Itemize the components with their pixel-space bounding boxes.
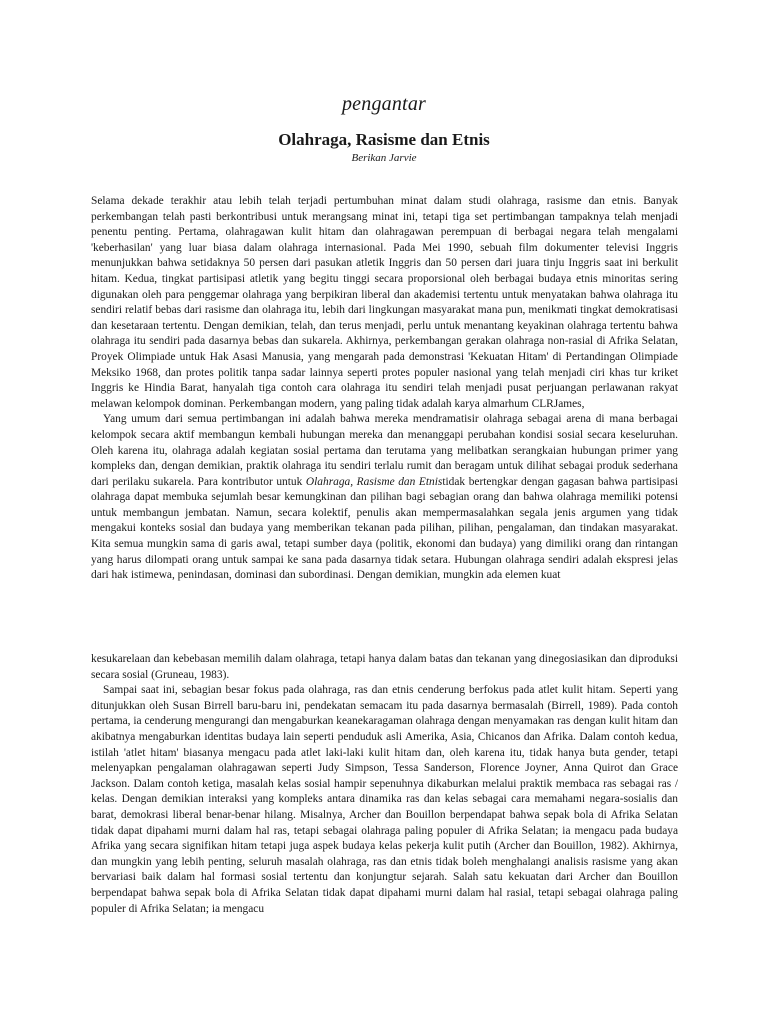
paragraph: kesukarelaan dan kebebasan memilih dalam olahraga, tetapi hanya dalam batas dan tekanan yang dinegosiasikan dan diproduksi secara sosial (Gruneau, 1983).: [91, 653, 678, 681]
paragraph: Selama dekade terakhir atau lebih telah terjadi pertumbuhan minat dalam studi olahraga, rasisme dan etnis. Banyak perkembangan telah pasti berkontribusi untuk merangsang minat ini, tetapi tiga set pertimbangan tampaknya telah menjadi penentu penting. Pertama, olahragawan kulit hitam dan olahragawan perempuan di berbagai negara telah mengalami 'keberhasilan' yang luar biasa dalam olahraga internasional. Pada Mei 1990, sebuah film dokumenter televisi Inggris menunjukkan bahwa setidaknya 50 persen dari pasukan atletik Inggris dan 50 persen dari juara tinju Inggris saat ini berkulit hitam. Kedua, tingkat partisipasi atletik yang begitu tinggi secara proporsional oleh berbagai budaya etnis minoritas sering digunakan oleh para penggemar olahraga yang berpikiran liberal dan akademisi tertentu untuk menyatakan bahwa olahraga itu sendiri relatif bebas dari rasisme dan olahraga itu, lebih dari lingkungan masyarakat mana pun, menikmati tingkat demokratisasi dan kesetaraan tertentu. Dengan demikian, telah, dan terus menjadi, perlu untuk menantang keyakinan olahraga tertentu bahwa olahraga itu sendiri pada dasarnya bebas dan sukarela. Akhirnya, perkembangan gerakan olahraga non-rasial di Afrika Selatan, Proyek Olimpiade untuk Hak Asasi Manusia, yang mengarah pada demonstrasi 'Kekuatan Hitam' di Pertandingan Olimpiade Meksiko 1968, dan protes politik tanpa sadar lainnya seperti protes populer nasional yang telah menjadi ciri khas tur kriket Inggris ke Hindia Barat, hanyalah tiga contoh cara olahraga itu sendiri telah menjadi pusat perjuangan perlawanan rakyat melawan kelompok dominan. Perkembangan modern, yang paling tidak adalah karya almarhum CLRJames,: [91, 195, 678, 410]
paragraph: [91, 412, 678, 584]
body-block-lower: [91, 652, 678, 917]
paragraph-text: Yang umum dari semua pertimbangan ini adalah bahwa mereka mendramatisir olahraga sebagai arena di mana berbagai kelompok secara aktif membangun kembali hubungan mereka dan menanggapi perubahan kondisi sosial secara keseluruhan. Oleh karena itu, olahraga adalah kegiatan sosial pertama dan terutama yang melibatkan serangkaian hubungan primer yang kompleks dan, dengan demikian, praktik olahraga itu sendiri terlalu rumit dan beragam untuk dilihat sebagai produk sederhana dari perilaku sukarela. Para kontributor untuk: [91, 413, 678, 488]
author-line: Berikan Jarvie: [351, 152, 417, 164]
paragraph-text: tidak bertengkar dengan gagasan bahwa partisipasi olahraga dapat membuka sejumlah besar kemungkinan dan pilihan bagi sebagian orang dan bahwa olahraga memiliki potensi untuk membangun jembatan. Namun, secara kolektif, penulis akan mempermasalahkan segala jenis argumen yang tidak mengakui konteks sosial dan budaya yang memberikan tekanan pada pilihan, pilihan, pengalaman, dan tindakan masyarakat. Kita semua mungkin sama di garis awal, tetapi sumber daya (politik, ekonomi dan budaya) yang dimiliki orang dan rintangan yang harus dilompati orang untuk sampai ke sana pada dasarnya tidak setara. Hubungan olahraga sendiri adalah ekspresi jelas dari hak istimewa, penindasan, dominasi dan subordinasi. Dengan demikian, mungkin ada elemen kuat: [91, 475, 678, 582]
body-block-upper: [91, 194, 678, 584]
page-title: Olahraga, Rasisme dan Etnis: [278, 130, 490, 149]
paragraph: Sampai saat ini, sebagian besar fokus pada olahraga, ras dan etnis cenderung berfokus pada atlet kulit hitam. Seperti yang ditunjukkan oleh Susan Birrell baru-baru ini, pendekatan semacam itu pada dasarnya bermasalah (Birrell, 1989). Pada contoh pertama, ia cenderung mengurangi dan mengaburkan keanekaragaman olahraga dengan menyamakan ras dengan kulit hitam dan akibatnya mengaburkan identitas budaya lain seperti penduduk asli Amerika, Asia, Chicanos dan Afrika. Dalam contoh kedua, istilah 'atlet hitam' biasanya mengacu pada atlet laki-laki kulit hitam dan, oleh karena itu, tidak hanya buta gender, tetapi melenyapkan pengalaman olahragawan seperti Judy Simpson, Tessa Sanderson, Florence Joyner, Anna Quirot dan Grace Jackson. Dalam contoh ketiga, masalah kelas sosial hampir sepenuhnya dikaburkan melalui praktik membaca ras sebagai ras / kelas. Dengan demikian interaksi yang kompleks antara dinamika ras dan kelas sebagai cara memahami negara-sosialis dan barat, demokrasi liberal benar-benar hilang. Misalnya, Archer dan Bouillon berpendapat bahwa sepak bola di Afrika Selatan tidak dapat dipahami murni dalam hal ras, tetapi sebagai olahraga paling populer di Afrika Selatan; ia mengacu pada budaya Afrika yang secara signifikan hitam tetapi juga aspek budaya kelas pekerja kulit putih (Archer dan Bouillon, 1982). Akhirnya, dan mungkin yang lebih penting, seluruh masalah olahraga, ras dan etnis tidak boleh menghalangi analisis rasisme yang akan bervariasi baik dalam hal formasi sosial tertentu dan konjungtur sejarah. Salah satu kekuatan dari Archer dan Bouillon berpendapat bahwa sepak bola di Afrika Selatan tidak dapat dipahami murni dalam hal rasial, tetapi sebagai olahraga paling populer di Afrika Selatan; ia mengacu: [91, 684, 678, 915]
section-kicker: pengantar: [341, 93, 427, 115]
book-title-italic: Olahraga, Rasisme dan Etnis: [305, 475, 443, 488]
